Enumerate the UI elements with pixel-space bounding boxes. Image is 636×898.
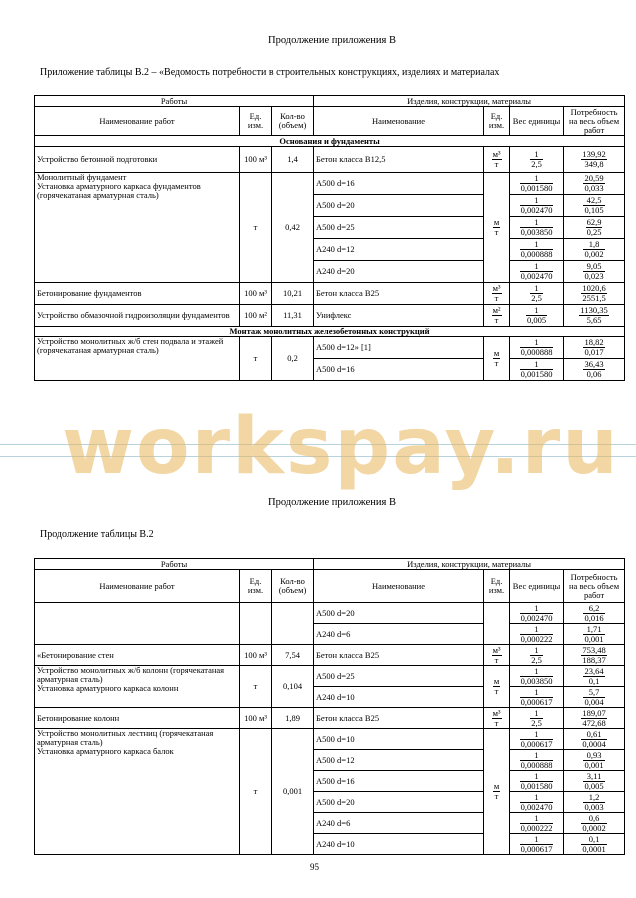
header-qty: Кол-во (объем) <box>272 570 314 603</box>
qty-cell: 0,2 <box>272 337 314 381</box>
work-name: Монолитный фундамент Установка арматурного каркаса фундаментов (горячекатаная арматурная сталь) <box>35 173 240 283</box>
weight-fraction: $\frac{1}{0,002470}$ <box>520 195 553 215</box>
need-fraction: $\frac{0,93}{0,001}$ <box>584 749 604 770</box>
weight-fraction: $\frac{1}{2,5}$ <box>531 149 542 169</box>
need-fraction: $\frac{1,2}{0,003}$ <box>584 791 604 812</box>
need-fraction: $\frac{5,7}{0,004}$ <box>584 686 604 707</box>
material-name: А500 d=12 <box>314 750 484 771</box>
header-name: Наименование <box>314 570 484 603</box>
header-need: Потребность на весь объем работ <box>564 570 625 603</box>
material-name: Бетон класса В25 <box>314 708 484 729</box>
qty-cell: 1,4 <box>272 147 314 173</box>
need-fraction: $\frac{9,05}{0,023}$ <box>584 261 604 281</box>
unit-cell: т <box>240 337 272 381</box>
need-fraction: $\frac{1020,6}{2551,5}$ <box>582 283 606 303</box>
need-fraction: $\frac{0,1}{0,0001}$ <box>582 833 606 854</box>
material-name: А240 d=6 <box>314 813 484 834</box>
material-name: А240 d=20 <box>314 261 484 283</box>
material-name: Бетон класса В25 <box>314 283 484 305</box>
header-name-works: Наименование работ <box>35 107 240 136</box>
material-unit: $\frac{м}{т}$ <box>493 781 500 801</box>
table-row <box>35 708 625 729</box>
weight-fraction: $\frac{1}{2,5}$ <box>531 707 542 728</box>
header-weight: Вес единицы <box>510 107 564 136</box>
work-name: Устройство обмазочной гидроизоляции фундаментов <box>35 305 240 327</box>
material-name: Бетон класса В12,5 <box>314 147 484 173</box>
table-row <box>35 603 625 624</box>
work-name: Устройство монолитных ж/б стен подвала и этажей (горячекатаная арматурная сталь) <box>35 337 240 381</box>
need-fraction: $\frac{0,6}{0,0002}$ <box>582 812 606 833</box>
page1-caption: Приложение таблицы В.2 – «Ведомость потребности в строительных конструкциях, изделиях и материалах <box>40 67 500 78</box>
unit-cell: 100 м³ <box>240 147 272 173</box>
material-name: А240 d=10 <box>314 834 484 855</box>
weight-fraction: $\frac{1}{0,002470}$ <box>520 261 553 281</box>
need-fraction: $\frac{1,8}{0,002}$ <box>584 239 604 259</box>
unit-cell: т <box>240 173 272 283</box>
table-row <box>35 305 625 327</box>
need-fraction: $\frac{3,11}{0,005}$ <box>584 770 604 791</box>
weight-fraction: $\frac{1}{0,003850}$ <box>520 217 553 237</box>
page-number: 95 <box>310 862 319 872</box>
qty-cell: 0,001 <box>272 729 314 855</box>
unit-cell: 100 м³ <box>240 708 272 729</box>
work-name: Устройство бетонной подготовки <box>35 147 240 173</box>
qty-cell: 0,104 <box>272 666 314 708</box>
unit-cell: т <box>240 666 272 708</box>
need-fraction: $\frac{1130,35}{5,65}$ <box>580 305 608 325</box>
material-name: А500 d=25 <box>314 666 484 687</box>
weight-fraction: $\frac{1}{0,001580}$ <box>520 173 553 193</box>
weight-fraction: $\frac{1}{0,000617}$ <box>520 728 553 749</box>
weight-fraction: $\frac{1}{0,000888}$ <box>520 337 553 357</box>
material-name: А500 d=12» [1] <box>314 337 484 359</box>
need-fraction: $\frac{20,59}{0,033}$ <box>584 173 604 193</box>
material-name: А500 d=10 <box>314 729 484 750</box>
work-name: Бетонирование фундаментов <box>35 283 240 305</box>
section-title: Монтаж монолитных железобетонных конструкций <box>35 327 625 337</box>
need-fraction: $\frac{6,2}{0,016}$ <box>584 602 604 623</box>
material-name: А500 d=20 <box>314 195 484 217</box>
weight-fraction: $\frac{1}{0,003850}$ <box>520 665 553 686</box>
table-row <box>35 645 625 666</box>
weight-fraction: $\frac{1}{0,000888}$ <box>520 239 553 259</box>
material-name: А240 d=12 <box>314 239 484 261</box>
need-fraction: $\frac{139,92}{349,8}$ <box>582 149 606 169</box>
material-unit: $\frac{\text{м³}}{т}$ <box>492 644 501 665</box>
header-qty: Кол-во (объем) <box>272 107 314 136</box>
need-fraction: $\frac{36,43}{0,06}$ <box>584 359 604 379</box>
table-row <box>35 173 625 195</box>
header-unit2: Ед. изм. <box>484 570 510 603</box>
material-name: Бетон класса В25 <box>314 645 484 666</box>
header-unit: Ед. изм. <box>240 107 272 136</box>
weight-fraction: $\frac{1}{0,005}$ <box>526 305 547 325</box>
header-materials: Изделия, конструкции, материалы <box>314 96 625 107</box>
need-fraction: $\frac{189,07}{472,68}$ <box>582 707 606 728</box>
table-page1 <box>34 95 625 381</box>
header-unit2: Ед. изм. <box>484 107 510 136</box>
work-name: Бетонирование колонн <box>35 708 240 729</box>
page2-heading: Продолжение приложения В <box>268 497 396 508</box>
material-name: А500 d=20 <box>314 792 484 813</box>
material-unit: $\frac{м}{т}$ <box>493 676 500 696</box>
table-row <box>35 337 625 359</box>
material-name: А240 d=10 <box>314 687 484 708</box>
need-fraction: $\frac{0,61}{0,0004}$ <box>582 728 606 749</box>
header-name: Наименование <box>314 107 484 136</box>
qty-cell: 10,21 <box>272 283 314 305</box>
page2-caption: Продолжение таблицы В.2 <box>40 529 154 540</box>
header-name-works: Наименование работ <box>35 570 240 603</box>
weight-fraction: $\frac{1}{2,5}$ <box>531 283 542 303</box>
header-unit: Ед. изм. <box>240 570 272 603</box>
table-row <box>35 729 625 750</box>
weight-fraction: $\frac{1}{0,000222}$ <box>520 812 553 833</box>
work-name: «Бетонирование стен <box>35 645 240 666</box>
header-works: Работы <box>35 559 314 570</box>
unit-cell: т <box>240 729 272 855</box>
table-row <box>35 666 625 687</box>
header-works: Работы <box>35 96 314 107</box>
material-unit: $\frac{\text{м³}}{т}$ <box>492 707 501 728</box>
work-name: Устройство монолитных лестниц (горячекатаная арматурная сталь) Установка арматурного каркаса балок <box>35 729 240 855</box>
qty-cell: 1,89 <box>272 708 314 729</box>
header-weight: Вес единицы <box>510 570 564 603</box>
table-page2 <box>34 558 625 855</box>
qty-cell: 0,42 <box>272 173 314 283</box>
header-need: Потребность на весь объем работ <box>564 107 625 136</box>
weight-fraction: $\frac{1}{0,000222}$ <box>520 623 553 644</box>
material-name: Унифлекс <box>314 305 484 327</box>
watermark: workspay.ru <box>62 402 620 492</box>
need-fraction: $\frac{753,48}{188,37}$ <box>582 644 606 665</box>
material-unit: $\frac{\text{м³}}{т}$ <box>492 283 501 303</box>
need-fraction: $\frac{23,64}{0,1}$ <box>584 665 604 686</box>
section-title: Основания и фундаменты <box>35 136 625 147</box>
weight-fraction: $\frac{1}{0,000617}$ <box>520 686 553 707</box>
work-name: Устройство монолитных ж/б колонн (горячекатаная арматурная сталь) Установка арматурного каркаса колонн <box>35 666 240 708</box>
table-row <box>35 283 625 305</box>
need-fraction: $\frac{1,71}{0,001}$ <box>584 623 604 644</box>
material-name: А500 d=16 <box>314 173 484 195</box>
weight-fraction: $\frac{1}{0,000888}$ <box>520 749 553 770</box>
material-name: А240 d=6 <box>314 624 484 645</box>
unit-cell: 100 м³ <box>240 283 272 305</box>
weight-fraction: $\frac{1}{0,001580}$ <box>520 770 553 791</box>
need-fraction: $\frac{42,5}{0,105}$ <box>584 195 604 215</box>
unit-cell: 100 м² <box>240 305 272 327</box>
material-name: А500 d=25 <box>314 217 484 239</box>
need-fraction: $\frac{18,82}{0,017}$ <box>584 337 604 357</box>
unit-cell: 100 м³ <box>240 645 272 666</box>
material-name: А500 d=20 <box>314 603 484 624</box>
material-name: А500 d=16 <box>314 359 484 381</box>
material-name: А500 d=16 <box>314 771 484 792</box>
table-row <box>35 147 625 173</box>
material-unit: $\frac{м}{т}$ <box>493 217 500 237</box>
weight-fraction: $\frac{1}{0,002470}$ <box>520 602 553 623</box>
qty-cell: 11,31 <box>272 305 314 327</box>
material-unit: $\frac{\text{м²}}{т}$ <box>492 305 501 325</box>
page1-heading: Продолжение приложения В <box>268 35 396 46</box>
need-fraction: $\frac{62,9}{0,25}$ <box>586 217 602 237</box>
weight-fraction: $\frac{1}{2,5}$ <box>531 644 542 665</box>
material-unit: $\frac{м}{т}$ <box>493 348 500 368</box>
weight-fraction: $\frac{1}{0,001580}$ <box>520 359 553 379</box>
qty-cell: 7,54 <box>272 645 314 666</box>
material-unit: $\frac{\text{м³}}{т}$ <box>492 149 501 169</box>
weight-fraction: $\frac{1}{0,002470}$ <box>520 791 553 812</box>
weight-fraction: $\frac{1}{0,000617}$ <box>520 833 553 854</box>
header-materials: Изделия, конструкции, материалы <box>314 559 625 570</box>
